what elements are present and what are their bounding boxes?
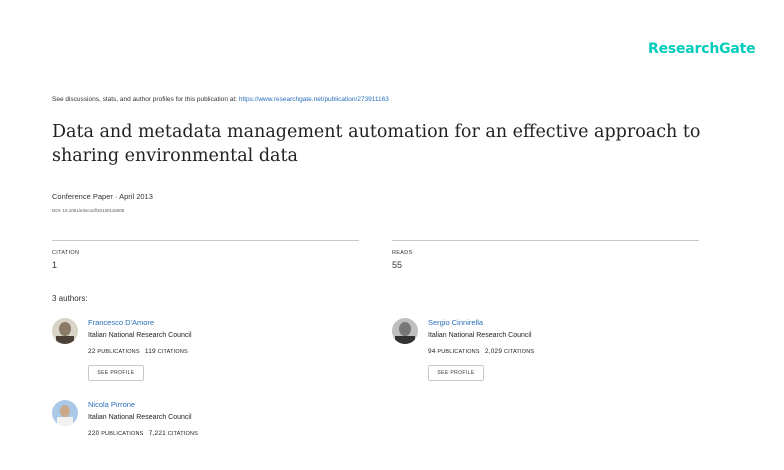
author-name[interactable]: Sergio Cinnirella	[428, 318, 484, 327]
paper-title: Data and metadata management automation for an effective approach to sharing environmental data	[52, 122, 701, 166]
avatar[interactable]	[52, 400, 78, 426]
citation-divider	[52, 240, 359, 241]
authors-count: 3 authors:	[52, 294, 88, 303]
researchgate-logo[interactable]: ResearchGate	[648, 41, 756, 57]
avatar[interactable]	[52, 318, 78, 344]
author-name[interactable]: Francesco D'Amore	[88, 318, 155, 327]
citation-label: CITATION	[52, 250, 80, 256]
author-stats: 94 PUBLICATIONS 2,029 CITATIONS	[428, 348, 535, 355]
author-card	[52, 400, 352, 470]
author-institution: Italian National Research Council	[88, 414, 192, 421]
avatar[interactable]	[392, 318, 418, 344]
reads-count: 55	[392, 260, 403, 270]
see-discussions-text: See discussions, stats, and author profiles for this publication at:	[52, 96, 237, 103]
author-name[interactable]: Nicola Pirrone	[88, 400, 136, 409]
author-stats: 220 PUBLICATIONS 7,221 CITATIONS	[88, 430, 199, 437]
author-institution: Italian National Research Council	[88, 332, 192, 339]
see-discussions-line	[52, 96, 389, 103]
publication-link[interactable]: https://www.researchgate.net/publication/273911163	[238, 96, 389, 103]
see-profile-button[interactable]: SEE PROFILE	[428, 365, 484, 381]
reads-divider	[392, 240, 699, 241]
see-profile-button[interactable]: SEE PROFILE	[88, 365, 144, 381]
reads-label: READS	[392, 250, 413, 256]
author-card	[52, 318, 352, 388]
author-institution: Italian National Research Council	[428, 332, 532, 339]
author-card	[392, 318, 692, 388]
conference-info: Conference Paper · April 2013	[52, 192, 153, 201]
author-stats: 22 PUBLICATIONS 119 CITATIONS	[88, 348, 188, 355]
doi-line: DOI: 10.1051/e3sconf/20130116005	[52, 208, 125, 213]
citation-count: 1	[52, 260, 58, 270]
